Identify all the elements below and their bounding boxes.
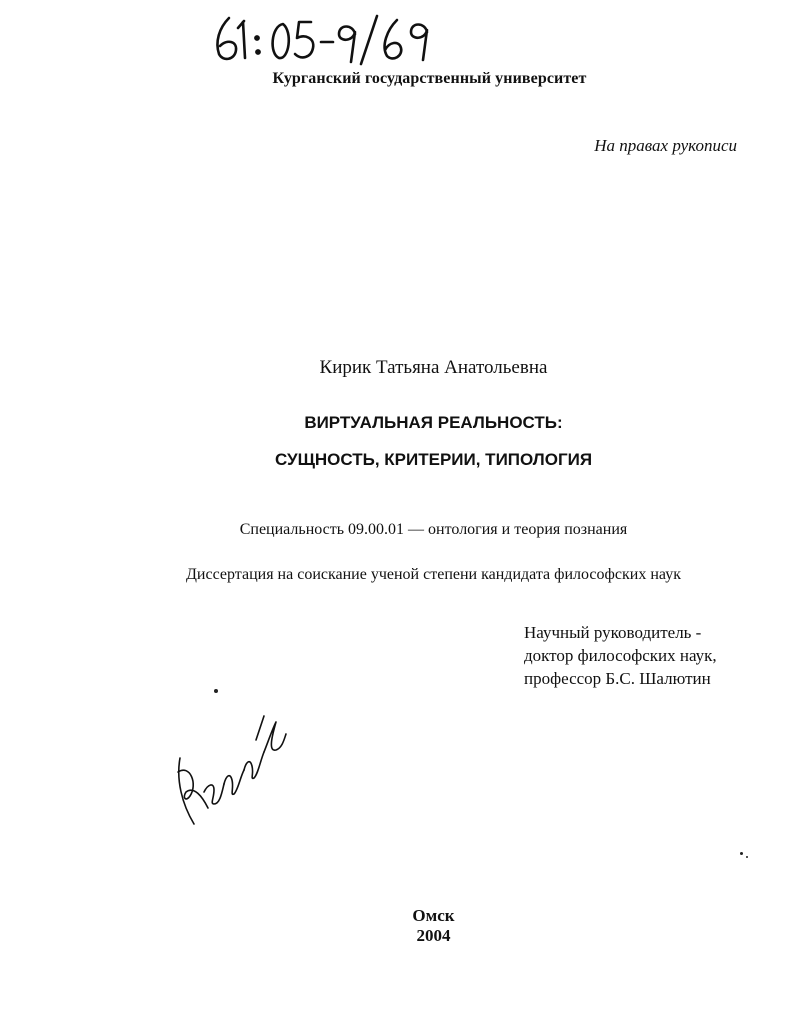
supervisor-line-3: профессор Б.С. Шалютин [524,669,711,688]
year: 2004 [416,926,451,945]
scan-speck [740,852,743,855]
university-name: Курганский государственный университет [272,70,587,87]
rights-note: На правах рукописи [594,136,737,155]
supervisor-line-2: доктор философских наук, [524,646,717,665]
specialty: Специальность 09.00.01 — онтология и теория познания [239,521,628,538]
handwritten-archive-code [205,8,445,68]
city: Омск [412,906,455,925]
handwritten-signature [168,700,288,840]
thesis-title-line-1: ВИРТУАЛЬНАЯ РЕАЛЬНОСТЬ: [304,413,563,432]
supervisor-line-1: Научный руководитель - [524,623,702,642]
thesis-title-line-2: СУЩНОСТЬ, КРИТЕРИИ, ТИПОЛОГИЯ [274,450,593,469]
dissertation-statement: Диссертация на соискание ученой степени кандидата философских наук [186,566,681,583]
scan-speck [746,856,748,858]
supervisor-block [524,621,717,690]
scan-speck [214,689,218,693]
author-name: Кирик Татьяна Анатольевна [319,357,548,378]
